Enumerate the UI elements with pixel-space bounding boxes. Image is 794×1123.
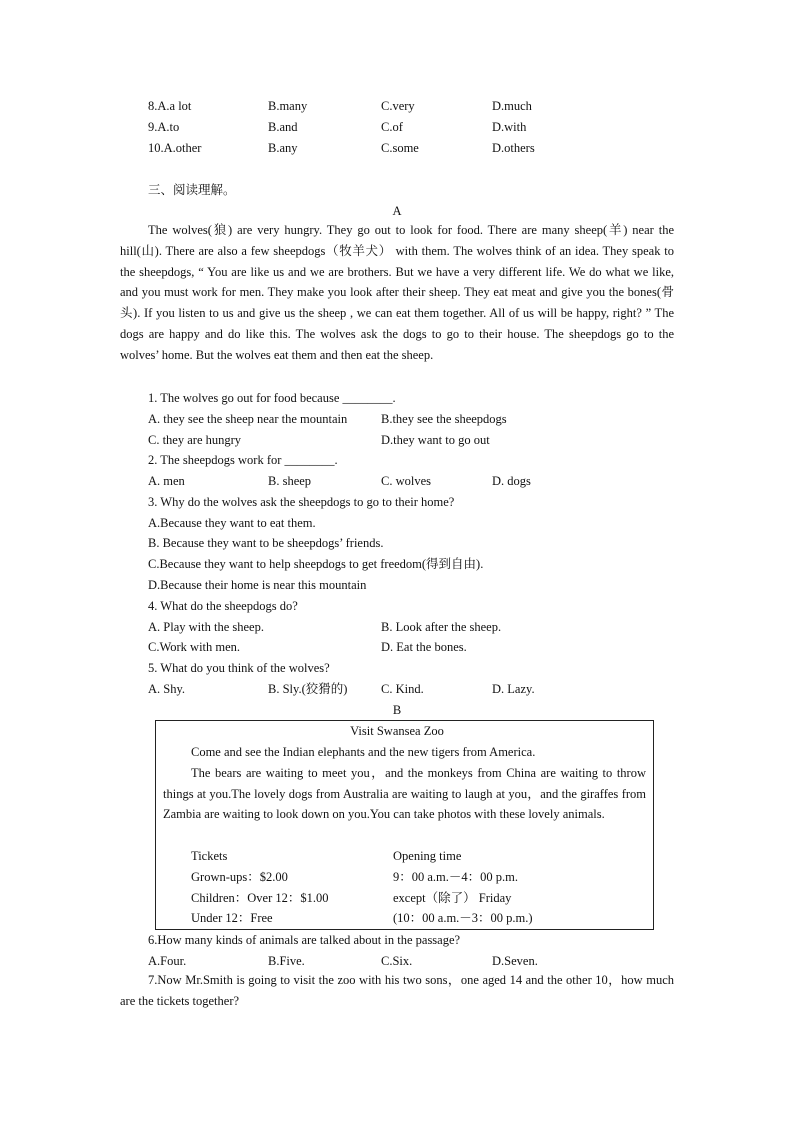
opening-friday-hours: (10：00 a.m.－3：00 p.m.) (393, 911, 533, 925)
question-4-option-d: D. Eat the bones. (381, 640, 467, 654)
option-d: D.with (492, 120, 527, 134)
question-6-option-a: A.Four. (148, 954, 187, 968)
question-5-option-d: D. Lazy. (492, 682, 535, 696)
question-6-option-c: C.Six. (381, 954, 413, 968)
question-5-option-a: A. Shy. (148, 682, 186, 696)
question-1-stem: 1. The wolves go out for food because ________. (148, 391, 396, 405)
part-b-label: B (392, 703, 402, 717)
question-3-option-b: B. Because they want to be sheepdogs’ friends. (148, 536, 384, 550)
question-4-stem: 4. What do the sheepdogs do? (148, 599, 298, 613)
question-5-option-c: C. Kind. (381, 682, 424, 696)
zoo-advert-title: Visit Swansea Zoo (350, 724, 444, 738)
question-1-option-b: B.they see the sheepdogs (381, 412, 507, 426)
part-a-label: A (392, 204, 402, 218)
ticket-grown-ups: Grown-ups：$2.00 (191, 870, 288, 884)
option-a: 8.A.a lot (148, 99, 192, 113)
question-3-option-c: C.Because they want to help sheepdogs to get freedom(得到自由). (148, 557, 484, 571)
question-3-option-a: A.Because they want to eat them. (148, 516, 316, 530)
question-7-stem: 7.Now Mr.Smith is going to visit the zoo with his two sons，one aged 14 and the other 10，how much are the tickets together? (120, 973, 674, 1008)
question-2-option-d: D. dogs (492, 474, 531, 488)
option-b: B.and (268, 120, 298, 134)
opening-time-label: Opening time (393, 849, 462, 863)
opening-hours: 9：00 a.m.－4：00 p.m. (393, 870, 518, 884)
part-a-passage: The wolves(狼) are very hungry. They go out to look for food. There are many sheep(羊) near the hill(山). There are also a few sheepdogs（牧羊犬） with them. The wolves think of an idea. They speak to the sheepdogs, “ You are like us and we are brothers. But we have a very different life. We do what we like, and you must work for men. They make you look after their sheep. They eat meat and give you the bones(骨头). If you listen to us and give us the sheep , we can eat them together. All of us will be happy, right? ” The dogs are happy and do like this. The wolves ask the dogs to go to their house. The sheepdogs go to the wolves’ home. But the wolves eat them and then eat the sheep. (120, 223, 674, 362)
question-3-option-d: D.Because their home is near this mountain (148, 578, 367, 592)
option-c: C.of (381, 120, 403, 134)
tickets-label: Tickets (191, 849, 228, 863)
question-1-option-d: D.they want to go out (381, 433, 490, 447)
option-b: B.any (268, 141, 298, 155)
section-heading: 三、阅读理解。 (148, 182, 236, 197)
question-5-stem: 5. What do you think of the wolves? (148, 661, 330, 675)
zoo-advert-para-1: Come and see the Indian elephants and the new tigers from America. (191, 745, 536, 759)
option-d: D.others (492, 141, 535, 155)
option-a: 10.A.other (148, 141, 202, 155)
zoo-advert-para-2: The bears are waiting to meet you，and the monkeys from China are waiting to throw things at you.The lovely dogs from Australia are waiting to laugh at you，and the giraffes from Zambia are waiting to look down on you.You can take photos with these lovely animals. (163, 766, 646, 822)
question-5-option-b: B. Sly.(狡猾的) (268, 682, 348, 696)
question-2-option-a: A. men (148, 474, 185, 488)
option-c: C.very (381, 99, 415, 113)
option-b: B.many (268, 99, 308, 113)
question-4-option-c: C.Work with men. (148, 640, 241, 654)
question-4-option-b: B. Look after the sheep. (381, 620, 502, 634)
ticket-children: Children：Over 12：$1.00 (191, 891, 329, 905)
ticket-under-12: Under 12：Free (191, 911, 273, 925)
option-d: D.much (492, 99, 532, 113)
opening-exception: except（除了） Friday (393, 891, 512, 905)
question-1-option-a: A. they see the sheep near the mountain (148, 412, 348, 426)
question-6-option-d: D.Seven. (492, 954, 538, 968)
question-2-option-b: B. sheep (268, 474, 312, 488)
option-a: 9.A.to (148, 120, 180, 134)
option-c: C.some (381, 141, 419, 155)
question-6-stem: 6.How many kinds of animals are talked about in the passage? (148, 933, 461, 947)
question-4-option-a: A. Play with the sheep. (148, 620, 264, 634)
question-2-option-c: C. wolves (381, 474, 431, 488)
question-3-stem: 3. Why do the wolves ask the sheepdogs to go to their home? (148, 495, 455, 509)
question-6-option-b: B.Five. (268, 954, 305, 968)
question-1-option-c: C. they are hungry (148, 433, 242, 447)
question-2-stem: 2. The sheepdogs work for ________. (148, 453, 338, 467)
